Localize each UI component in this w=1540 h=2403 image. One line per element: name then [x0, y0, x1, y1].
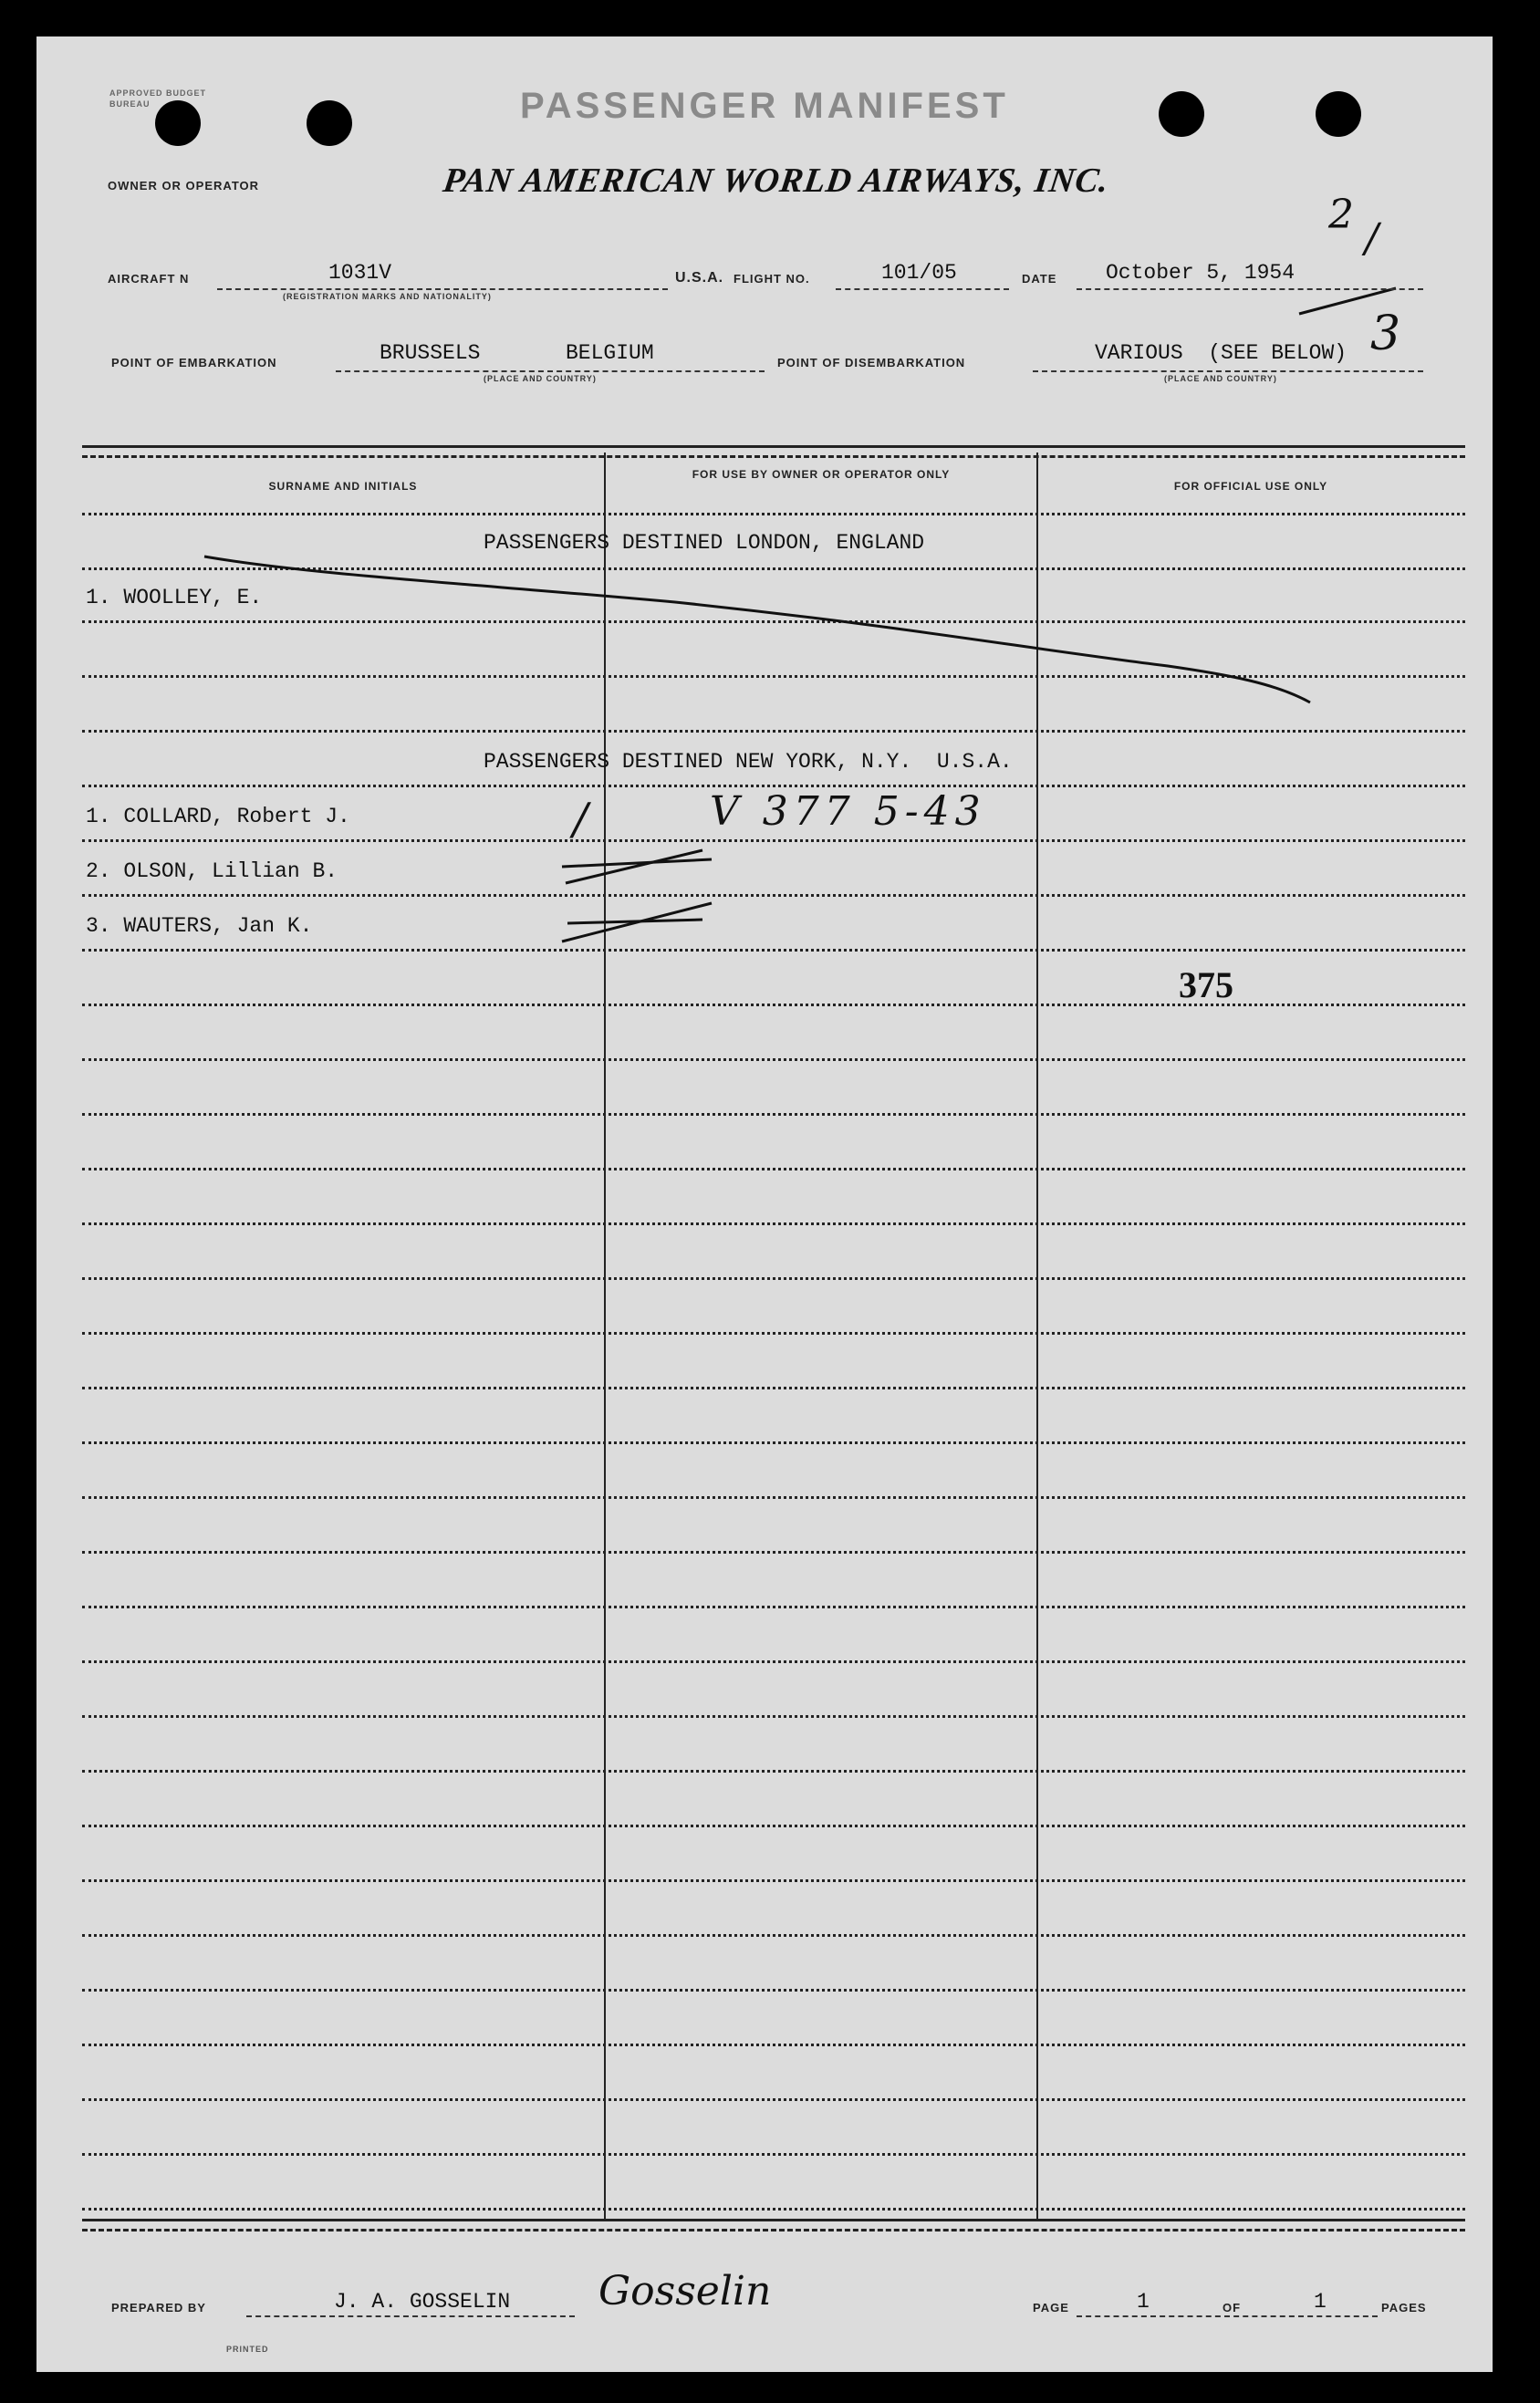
row-line: [82, 1496, 1465, 1499]
row-line: [82, 730, 1465, 733]
printed-stamp: PRINTED: [226, 2345, 269, 2354]
signature: Gosselin: [598, 2268, 772, 2315]
punch-hole: [1316, 91, 1361, 137]
disembark-label: POINT OF DISEMBARKATION: [777, 356, 966, 369]
punch-hole: [1159, 91, 1204, 137]
row-line: [82, 513, 1465, 515]
aircraft-sub: (REGISTRATION MARKS AND NATIONALITY): [283, 292, 492, 301]
disembark-value: VARIOUS (SEE BELOW): [1095, 341, 1348, 365]
date-value: October 5, 1954: [1106, 261, 1295, 285]
row-line: [82, 1168, 1465, 1170]
row-line: [82, 839, 1465, 842]
owner-label: OWNER OR OPERATOR: [108, 179, 260, 192]
column-divider: [604, 453, 606, 2221]
manifest-sheet: [36, 36, 1493, 2372]
section-heading-new-york: PASSENGERS DESTINED NEW YORK, N.Y. U.S.A.: [484, 750, 1013, 774]
form-title: PASSENGER MANIFEST: [520, 86, 1009, 126]
passenger-entry: 1. COLLARD, Robert J.: [86, 805, 350, 828]
row-line: [82, 1004, 1465, 1006]
official-number: 375: [1179, 964, 1233, 1005]
date-label: DATE: [1022, 272, 1057, 286]
section-heading-london: PASSENGERS DESTINED LONDON, ENGLAND: [484, 531, 925, 555]
handwritten-note: /: [1365, 215, 1379, 262]
passenger-entry: 3. WAUTERS, Jan K.: [86, 914, 313, 938]
airline-name: PAN AMERICAN WORLD AIRWAYS, INC.: [441, 161, 1112, 200]
usa-label: U.S.A.: [675, 270, 724, 286]
of-label: OF: [1223, 2301, 1242, 2315]
row-line: [82, 1989, 1465, 1992]
row-line: [82, 1441, 1465, 1444]
handwritten-note: 2: [1328, 192, 1354, 238]
strike-through-line: [201, 547, 1323, 712]
row-line: [82, 1222, 1465, 1225]
row-line: [82, 1660, 1465, 1663]
embark-sub: (PLACE AND COUNTRY): [484, 374, 597, 383]
column-header-owner-use: FOR USE BY OWNER OR OPERATOR ONLY: [692, 468, 951, 481]
row-line: [82, 949, 1465, 952]
row-line: [82, 1551, 1465, 1554]
row-line: [82, 1332, 1465, 1335]
row-line: [82, 1934, 1465, 1937]
column-header-surname: SURNAME AND INITIALS: [268, 480, 418, 493]
punch-hole: [307, 100, 352, 146]
column-divider: [1036, 453, 1038, 2221]
disembark-sub: (PLACE AND COUNTRY): [1164, 374, 1277, 383]
prepared-label: PREPARED BY: [111, 2301, 206, 2315]
row-line: [82, 1770, 1465, 1773]
row-line: [82, 1113, 1465, 1116]
passenger-entry: 1. WOOLLEY, E.: [86, 586, 263, 609]
embark-label: POINT OF EMBARKATION: [111, 356, 277, 369]
embark-city: BRUSSELS: [380, 341, 481, 365]
row-line: [82, 2153, 1465, 2156]
row-line: [82, 785, 1465, 787]
row-line: [82, 2044, 1465, 2046]
row-line: [82, 2208, 1465, 2211]
row-line: [82, 1825, 1465, 1827]
handwritten-code: V 377 5-43: [710, 788, 986, 835]
flight-value: 101/05: [881, 261, 957, 285]
table-bottom-border: [82, 2219, 1465, 2231]
of-value: 1: [1314, 2290, 1327, 2314]
row-line: [82, 2098, 1465, 2101]
aircraft-label: AIRCRAFT N: [108, 272, 190, 286]
passenger-entry: 2. OLSON, Lillian B.: [86, 859, 338, 883]
embark-country: BELGIUM: [566, 341, 654, 365]
row-line: [82, 1715, 1465, 1718]
row-line: [82, 894, 1465, 897]
row-line: [82, 1879, 1465, 1882]
handwritten-note: 3: [1370, 307, 1401, 361]
aircraft-value: 1031V: [328, 261, 392, 285]
table-top-border: [82, 445, 1465, 458]
page-label: PAGE: [1033, 2301, 1069, 2315]
column-header-official-use: FOR OFFICIAL USE ONLY: [1173, 480, 1328, 493]
handwritten-tick-marks: [557, 839, 721, 967]
prepared-value: J. A. GOSSELIN: [334, 2290, 511, 2314]
row-line: [82, 1058, 1465, 1061]
row-line: [82, 1387, 1465, 1389]
page-value: 1: [1137, 2290, 1150, 2314]
row-line: [82, 1277, 1465, 1280]
handwritten-check: /: [573, 794, 588, 845]
approval-stamp: APPROVED BUDGET BUREAU: [109, 88, 207, 109]
row-line: [82, 1606, 1465, 1608]
flight-label: FLIGHT NO.: [734, 272, 810, 286]
pages-label: PAGES: [1381, 2301, 1427, 2315]
